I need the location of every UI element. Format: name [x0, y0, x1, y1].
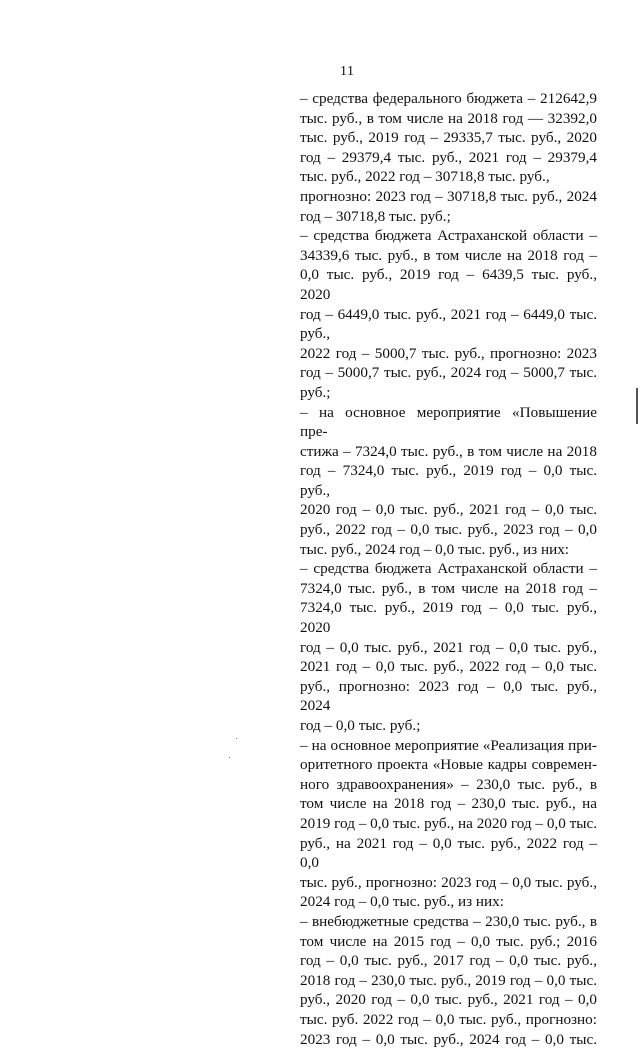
- text-line: – средства бюджета Астраханской области –: [300, 226, 597, 246]
- text-line: 7324,0 тыс. руб., в том числе на 2018 год –: [300, 579, 597, 599]
- document-text-column: [300, 89, 597, 1049]
- text-line: год – 6449,0 тыс. руб., 2021 год – 6449,0 тыс.: [300, 305, 597, 325]
- text-line: тыс. руб., прогнозно: 2023 год – 0,0 тыс. руб.,: [300, 873, 597, 893]
- text-line: 2023 год – 0,0 тыс. руб., 2024 год – 0,0 тыс.: [300, 1030, 597, 1049]
- text-line: руб., прогнозно: 2023 год – 0,0 тыс. руб., 2024: [300, 677, 597, 716]
- text-line: 2021 год – 0,0 тыс. руб., 2022 год – 0,0 тыс.: [300, 657, 597, 677]
- text-line: – на основное мероприятие «Повышение пре-: [300, 403, 597, 442]
- text-line: том числе на 2015 год – 0,0 тыс. руб.; 2016: [300, 932, 597, 952]
- text-line: – на основное мероприятие «Реализация при-: [300, 736, 597, 756]
- text-line: год – 0,0 тыс. руб., 2017 год – 0,0 тыс. руб.,: [300, 951, 597, 971]
- text-line: – внебюджетные средства – 230,0 тыс. руб., в: [300, 912, 597, 932]
- text-line: 2024 год – 0,0 тыс. руб., из них:: [300, 892, 597, 912]
- text-line: тыс. руб., 2022 год – 30718,8 тыс. руб.,: [300, 167, 597, 187]
- text-line: руб., на 2021 год – 0,0 тыс. руб., 2022 год – 0,0: [300, 834, 597, 873]
- text-line: год – 30718,8 тыс. руб.;: [300, 207, 597, 227]
- text-line: том числе на 2018 год – 230,0 тыс. руб., на: [300, 794, 597, 814]
- scan-speck: [236, 738, 237, 739]
- text-line: тыс. руб., в том числе на 2018 год — 32392,0: [300, 109, 597, 129]
- text-line: 0,0 тыс. руб., 2019 год – 6439,5 тыс. руб., 2020: [300, 265, 597, 304]
- page-number: 11: [340, 64, 354, 80]
- text-line: год – 5000,7 тыс. руб., 2024 год – 5000,7 тыс.: [300, 363, 597, 383]
- text-line: 7324,0 тыс. руб., 2019 год – 0,0 тыс. руб., 2020: [300, 598, 597, 637]
- text-line: год – 7324,0 тыс. руб., 2019 год – 0,0 тыс. руб.,: [300, 461, 597, 500]
- text-line: тыс. руб., 2024 год – 0,0 тыс. руб., из них:: [300, 540, 597, 560]
- scan-edge-mark: [636, 388, 638, 424]
- text-line: – средства федерального бюджета – 212642,9: [300, 89, 597, 109]
- text-line: 2019 год – 0,0 тыс. руб., на 2020 год – 0,0 тыс.: [300, 814, 597, 834]
- text-line: – средства бюджета Астраханской области –: [300, 559, 597, 579]
- text-line: 2020 год – 0,0 тыс. руб., 2021 год – 0,0 тыс.: [300, 500, 597, 520]
- text-line: 2022 год – 5000,7 тыс. руб., прогнозно: 2023: [300, 344, 597, 364]
- text-line: оритетного проекта «Новые кадры современ-: [300, 755, 597, 775]
- text-line: стижа – 7324,0 тыс. руб., в том числе на 2018: [300, 442, 597, 462]
- text-line: руб., 2022 год – 0,0 тыс. руб., 2023 год – 0,0: [300, 520, 597, 540]
- scan-speck: [229, 757, 230, 758]
- text-line: 2018 год – 230,0 тыс. руб., 2019 год – 0,0 тыс.: [300, 971, 597, 991]
- text-line: год – 29379,4 тыс. руб., 2021 год – 29379,4: [300, 148, 597, 168]
- text-line: год – 0,0 тыс. руб.;: [300, 716, 597, 736]
- text-line: руб.;: [300, 383, 597, 403]
- text-line: прогнозно: 2023 год – 30718,8 тыс. руб., 2024: [300, 187, 597, 207]
- text-line: руб., 2020 год – 0,0 тыс. руб., 2021 год – 0,0: [300, 990, 597, 1010]
- text-line: 34339,6 тыс. руб., в том числе на 2018 год –: [300, 246, 597, 266]
- text-line: руб.,: [300, 324, 597, 344]
- text-line: тыс. руб., 2019 год – 29335,7 тыс. руб., 2020: [300, 128, 597, 148]
- text-line: год – 0,0 тыс. руб., 2021 год – 0,0 тыс. руб.,: [300, 638, 597, 658]
- text-line: тыс. руб. 2022 год – 0,0 тыс. руб., прогнозно:: [300, 1010, 597, 1030]
- text-line: ного здравоохранения» – 230,0 тыс. руб., в: [300, 775, 597, 795]
